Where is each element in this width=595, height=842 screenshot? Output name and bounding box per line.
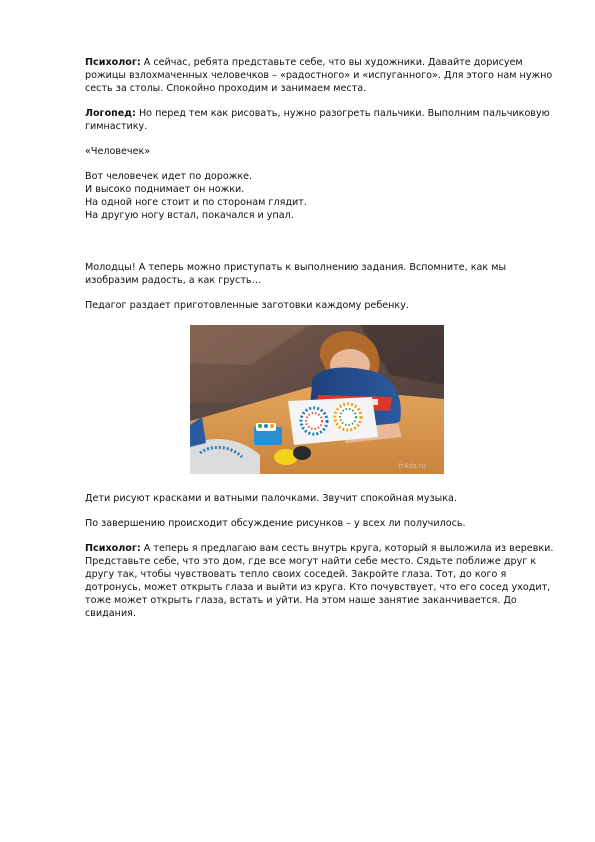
- paragraph-children-drawing: Дети рисуют красками и ватными палочками. Звучит спокойная музыка.: [85, 493, 457, 504]
- document-page: [85, 56, 555, 620]
- photo-watermark: fr4ds.ru: [398, 462, 426, 470]
- poem-title: «Человечек»: [85, 146, 151, 157]
- paragraph-teacher-handout: Педагог раздает приготовленные заготовки каждому ребенку.: [85, 300, 409, 311]
- paragraph-text: А теперь я предлагаю вам сесть внутрь круга, который я выложила из веревки. Представьте себе, что это дом, где все могут найти себе место. Сядьте поближе друг к другу так, чтобы чувствовать тепло своих соседей. Закройте глаза. Тот, до кого я дотронусь, может открыть глаза и выйти из круга. Кто почувствует, что его сосед уходит, тоже может открыть глаза, встать и уйти. На этом наше занятие заканчивается. До свидания.: [85, 543, 554, 619]
- poem-line: И высоко поднимает он ножки.: [85, 184, 245, 195]
- paragraph-text: А сейчас, ребята представьте себе, что вы художники. Давайте дорисуем рожицы взлохмаченных человечков – «радостного» и «испуганного». Для этого нам нужно сесть за столы. Спокойно проходим и занимаем места.: [85, 57, 553, 94]
- paragraph-speech-therapist: [85, 107, 555, 133]
- poem-line: На одной ноге стоит и по сторонам глядит.: [85, 197, 307, 208]
- paragraph-psychologist-intro: [85, 56, 555, 95]
- speaker-label: Логопед:: [85, 108, 136, 119]
- photo-child-drawing: [190, 325, 444, 474]
- poem-line: На другую ногу встал, покачался и упал.: [85, 210, 294, 221]
- paragraph-psychologist-closing: [85, 542, 555, 620]
- speaker-label: Психолог:: [85, 57, 141, 68]
- paragraph-text: Но перед тем как рисовать, нужно разогреть пальчики. Выполним пальчиковую гимнастику.: [85, 108, 550, 132]
- speaker-label: Психолог:: [85, 543, 141, 554]
- paragraph-task-intro: Молодцы! А теперь можно приступать к выполнению задания. Вспомните, как мы изобразим радость, а как грусть…: [85, 262, 507, 286]
- paragraph-discussion: По завершению происходит обсуждение рисунков – у всех ли получилось.: [85, 518, 466, 529]
- poem-line: Вот человечек идет по дорожке.: [85, 171, 253, 182]
